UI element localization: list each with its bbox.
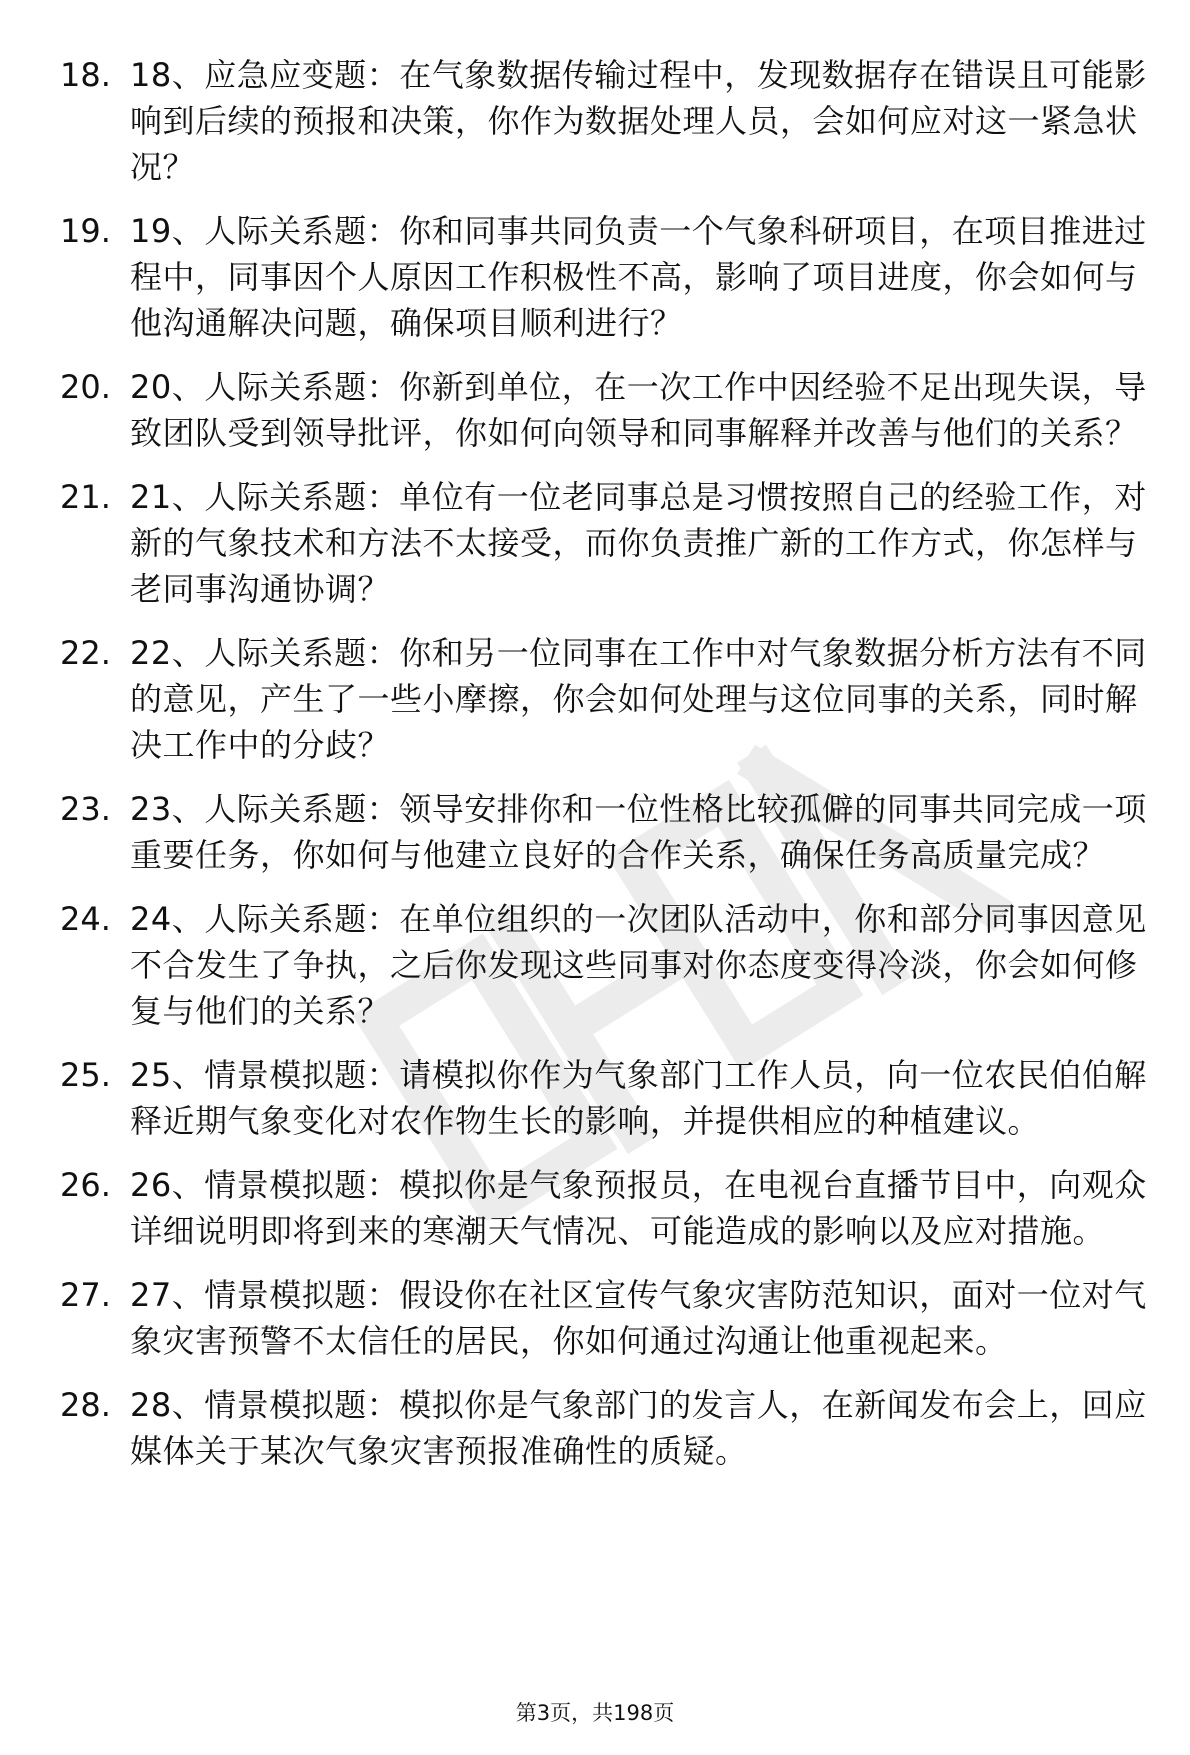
question-text: 27、情景模拟题：假设你在社区宣传气象灾害防范知识，面对一位对气象灾害预警不太信任的居民，你如何通过沟通让他重视起来。	[130, 1276, 1147, 1360]
question-text: 18、应急应变题：在气象数据传输过程中，发现数据存在错误且可能影响到后续的预报和决策，你作为数据处理人员，会如何应对这一紧急状况？	[130, 56, 1147, 186]
question-item	[60, 896, 1160, 1034]
question-text: 26、情景模拟题：模拟你是气象预报员，在电视台直播节目中，向观众详细说明即将到来的寒潮天气情况、可能造成的影响以及应对措施。	[130, 1166, 1147, 1250]
question-item	[60, 1272, 1160, 1364]
question-number: 19.	[60, 212, 111, 250]
question-number: 20.	[60, 368, 111, 406]
question-number: 21.	[60, 478, 111, 516]
question-number: 18.	[60, 56, 111, 94]
question-text: 22、人际关系题：你和另一位同事在工作中对气象数据分析方法有不同的意见，产生了一些小摩擦，你会如何处理与这位同事的关系，同时解决工作中的分歧？	[130, 634, 1147, 764]
question-text: 23、人际关系题：领导安排你和一位性格比较孤僻的同事共同完成一项重要任务，你如何与他建立良好的合作关系，确保任务高质量完成？	[130, 790, 1147, 874]
question-text: 19、人际关系题：你和同事共同负责一个气象科研项目，在项目推进过程中，同事因个人原因工作积极性不高，影响了项目进度，你会如何与他沟通解决问题，确保项目顺利进行？	[130, 212, 1147, 342]
question-text: 25、情景模拟题：请模拟你作为气象部门工作人员，向一位农民伯伯解释近期气象变化对农作物生长的影响，并提供相应的种植建议。	[130, 1056, 1147, 1140]
question-item	[60, 630, 1160, 768]
question-number: 25.	[60, 1056, 111, 1094]
question-text: 24、人际关系题：在单位组织的一次团队活动中，你和部分同事因意见不合发生了争执，之后你发现这些同事对你态度变得冷淡，你会如何修复与他们的关系？	[130, 900, 1147, 1030]
question-number: 24.	[60, 900, 111, 938]
question-item	[60, 1382, 1160, 1474]
question-number: 28.	[60, 1386, 111, 1424]
question-list	[60, 52, 1160, 1492]
question-number: 27.	[60, 1276, 111, 1314]
question-text: 28、情景模拟题：模拟你是气象部门的发言人，在新闻发布会上，回应媒体关于某次气象灾害预报准确性的质疑。	[130, 1386, 1147, 1470]
question-item	[60, 52, 1160, 190]
question-text: 20、人际关系题：你新到单位，在一次工作中因经验不足出现失误，导致团队受到领导批评，你如何向领导和同事解释并改善与他们的关系？	[130, 368, 1147, 452]
page-footer	[0, 1697, 1190, 1727]
question-item	[60, 364, 1160, 456]
question-number: 26.	[60, 1166, 111, 1204]
question-number: 22.	[60, 634, 111, 672]
question-item	[60, 1052, 1160, 1144]
question-item	[60, 474, 1160, 612]
question-number: 23.	[60, 790, 111, 828]
question-item	[60, 208, 1160, 346]
question-item	[60, 786, 1160, 878]
question-item	[60, 1162, 1160, 1254]
page-number-label: 第3页，共198页	[515, 1701, 675, 1725]
question-text: 21、人际关系题：单位有一位老同事总是习惯按照自己的经验工作，对新的气象技术和方法不太接受，而你负责推广新的工作方式，你怎样与老同事沟通协调？	[130, 478, 1147, 608]
